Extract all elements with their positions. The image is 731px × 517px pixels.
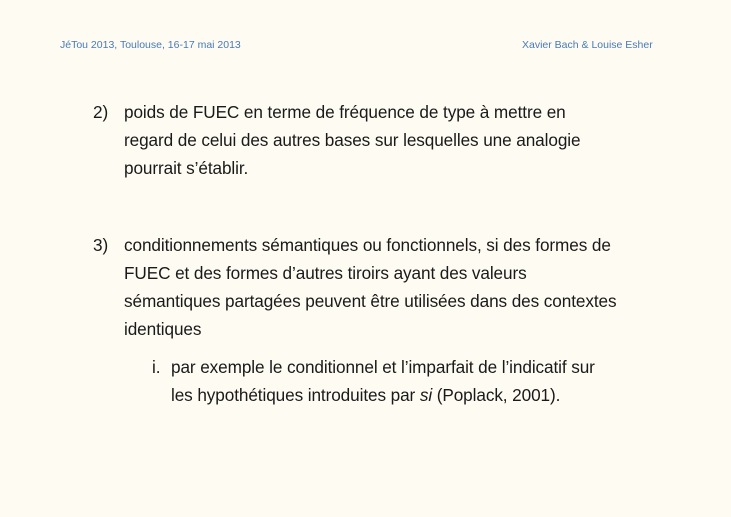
text-segment: (Poplack, 2001). xyxy=(432,385,561,405)
text-line: pourrait s’établir. xyxy=(124,158,249,178)
text-line: par exemple le conditionnel et l’imparfait de l’indicatif sur xyxy=(171,357,595,377)
list-item-3 xyxy=(93,231,683,343)
list-item-2 xyxy=(93,98,653,182)
text-line: FUEC et des formes d’autres tiroirs ayant des valeurs xyxy=(124,263,527,283)
sub-list-item-i xyxy=(152,353,672,409)
italic-term: si xyxy=(419,385,433,405)
text-line: conditionnements sémantiques ou fonctionnels, si des formes de xyxy=(124,235,611,255)
text-segment: les hypothétiques introduites par xyxy=(171,385,420,405)
list-item-text xyxy=(124,98,653,182)
text-line: regard de celui des autres bases sur lesquelles une analogie xyxy=(124,130,581,150)
text-line: sémantiques partagées peuvent être utilisées dans des contextes xyxy=(124,291,617,311)
text-line: identiques xyxy=(124,319,202,339)
sub-list-item-number: i. xyxy=(152,357,161,377)
list-item-number: 2) xyxy=(93,102,109,122)
list-item-text xyxy=(124,231,683,343)
text-line: poids de FUEC en terme de fréquence de type à mettre en xyxy=(124,102,566,122)
list-item-number: 3) xyxy=(93,235,109,255)
header-authors: Xavier Bach & Louise Esher xyxy=(522,39,653,51)
text-line xyxy=(171,381,672,409)
sub-list-item-text xyxy=(171,353,672,409)
header-conference: JéTou 2013, Toulouse, 16-17 mai 2013 xyxy=(60,39,241,51)
